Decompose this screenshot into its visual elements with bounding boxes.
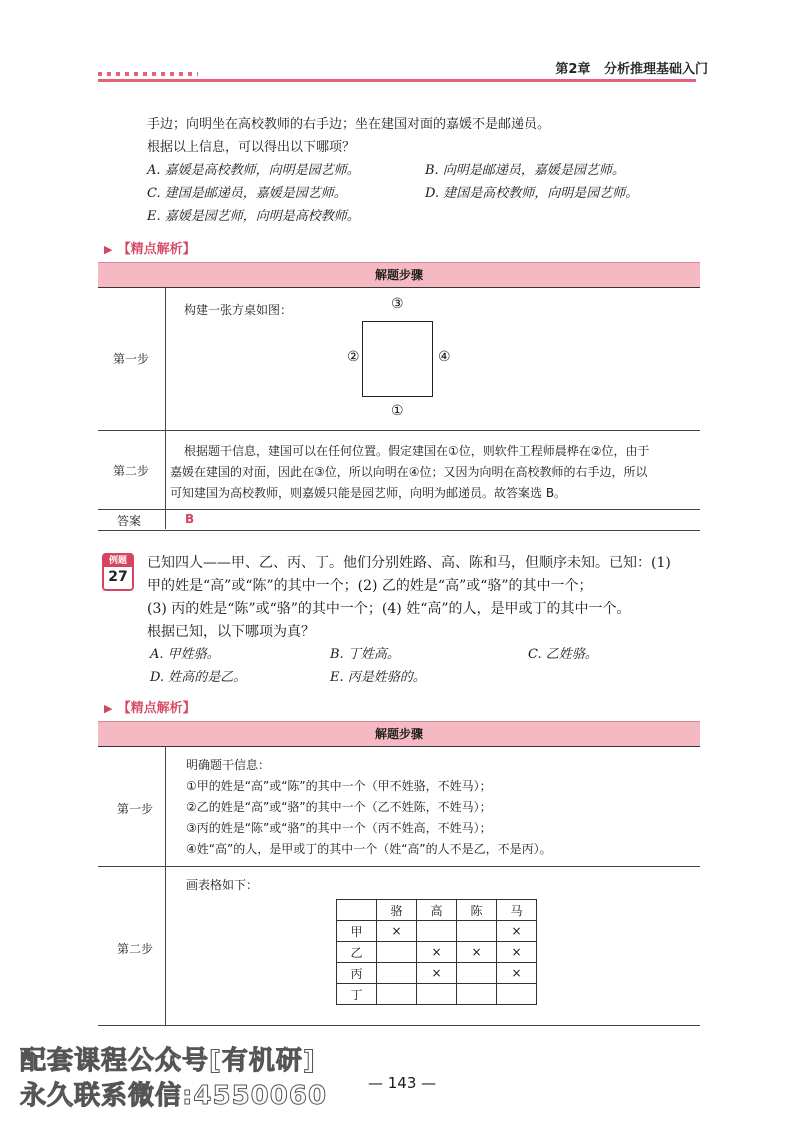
- header-rule: [98, 79, 696, 82]
- table1-step2-line-1: 根据题干信息，建国可以在任何位置。假定建国在①位，则软件工程师晨桦在②位，由于: [184, 444, 650, 458]
- table2-head: 解题步骤: [98, 721, 700, 747]
- table1-row-divider-1: [98, 430, 700, 431]
- grid-cell: ×: [497, 942, 537, 963]
- table1-step2-line-2: 嘉媛在建国的对面，因此在③位，所以向明在④位；又因为向明在高校教师的右手边，所以: [170, 465, 648, 479]
- table1-bottom-rule: [98, 530, 700, 531]
- example-option-b: B. 丁姓高。: [330, 647, 400, 662]
- table2-step1-line-4: ③丙的姓是“陈”或“骆”的其中一个（丙不姓高，不姓马）；: [186, 821, 492, 835]
- grid-cell: [497, 984, 537, 1005]
- grid-row: [337, 921, 537, 942]
- grid-cell: ×: [377, 921, 417, 942]
- q1-line-1: 手边；向明坐在高校教师的右手边；坐在建国对面的嘉媛不是邮递员。: [147, 117, 551, 132]
- example-line-3: (3) 丙的姓是“陈”或“骆”的其中一个；(4) 姓“高”的人，是甲或丁的其中一个。: [147, 601, 631, 617]
- square-table-diagram: [362, 321, 433, 397]
- grid-cell: [377, 984, 417, 1005]
- grid-row: [337, 984, 537, 1005]
- grid-cell: ×: [497, 921, 537, 942]
- example-badge-number: 27: [108, 569, 128, 585]
- grid-row-header: 丁: [337, 984, 377, 1005]
- table2-row-divider: [98, 866, 700, 867]
- table1-step2-line-3: 可知建国为高校教师，则嘉媛只能是园艺师，向明为邮递员。故答案选 B。: [170, 486, 567, 500]
- table1-row-divider-2: [98, 509, 700, 510]
- grid-cell: [417, 921, 457, 942]
- table1-col-divider: [165, 287, 166, 529]
- grid-col-header: 高: [417, 900, 457, 921]
- q1-option-c: C. 建国是邮递员，嘉媛是园艺师。: [147, 186, 347, 201]
- grid-col-header: 马: [497, 900, 537, 921]
- grid-col-header: 骆: [377, 900, 417, 921]
- q1-line-2: 根据以上信息，可以得出以下哪项？: [147, 140, 356, 155]
- grid-cell: [377, 942, 417, 963]
- surname-grid: [336, 899, 537, 1005]
- seat-3: ③: [391, 296, 404, 312]
- q1-option-b: B. 向明是邮递员，嘉媛是园艺师。: [425, 163, 625, 178]
- grid-row-header: 乙: [337, 942, 377, 963]
- watermark-line-1: 配套课程公众号[有机研]: [20, 1046, 316, 1076]
- grid-cell: [457, 921, 497, 942]
- table1-step1-label: 第一步: [113, 352, 150, 366]
- chapter-number: 第2章: [555, 62, 591, 77]
- table2-step1-line-3: ②乙的姓是“高”或“骆”的其中一个（乙不姓陈，不姓马）；: [186, 800, 492, 814]
- example-line-4: 根据已知，以下哪项为真？: [147, 624, 315, 640]
- chapter-header: [555, 58, 708, 77]
- table1-step2-label: 第二步: [113, 464, 150, 478]
- table1-answer-label: 答案: [117, 514, 142, 528]
- example-option-d: D. 姓高的是乙。: [150, 670, 247, 685]
- watermark-line-2: 永久联系微信:4550060: [20, 1081, 328, 1111]
- seat-2: ②: [347, 349, 360, 365]
- table2-step1-label: 第一步: [117, 802, 154, 816]
- grid-row-header: 甲: [337, 921, 377, 942]
- grid-cell: ×: [417, 942, 457, 963]
- grid-row-header: 丙: [337, 963, 377, 984]
- q1-option-d: D. 建国是高校教师，向明是园艺师。: [425, 186, 639, 201]
- example-line-1: 已知四人——甲、乙、丙、丁。他们分别姓路、高、陈和马，但顺序未知。已知：(1): [147, 555, 671, 571]
- analysis-heading-2: [104, 697, 196, 716]
- analysis-label-2: 【精点解析】: [117, 701, 196, 716]
- grid-cell: [457, 963, 497, 984]
- grid-cell: [457, 984, 497, 1005]
- seat-4: ④: [438, 349, 451, 365]
- grid-corner: [337, 900, 377, 921]
- triangle-icon: ▶: [104, 702, 113, 715]
- example-badge: [102, 553, 134, 591]
- example-line-2: 甲的姓是“高”或“陈”的其中一个；(2) 乙的姓是“高”或“骆”的其中一个；: [147, 578, 593, 594]
- q1-option-e: E. 嘉媛是园艺师，向明是高校教师。: [147, 209, 360, 224]
- example-option-a: A. 甲姓骆。: [150, 647, 220, 662]
- table2-step1-line-5: ④姓“高”的人，是甲或丁的其中一个（姓“高”的人不是乙，不是丙）。: [186, 842, 552, 856]
- analysis-heading-1: [104, 238, 196, 257]
- table2-step1-line-1: 明确题干信息：: [186, 758, 271, 772]
- example-option-e: E. 丙是姓骆的。: [330, 670, 426, 685]
- grid-header-row: [337, 900, 537, 921]
- grid-row: [337, 963, 537, 984]
- grid-cell: ×: [497, 963, 537, 984]
- q1-option-a: A. 嘉媛是高校教师，向明是园艺师。: [147, 163, 360, 178]
- triangle-icon: ▶: [104, 243, 113, 256]
- table2-step2-label: 第二步: [117, 942, 154, 956]
- grid-cell: ×: [457, 942, 497, 963]
- grid-row: [337, 942, 537, 963]
- page-number: — 143 —: [368, 1074, 437, 1092]
- grid-cell: [377, 963, 417, 984]
- seat-1: ①: [391, 403, 404, 419]
- table2-bottom-rule: [98, 1025, 700, 1026]
- grid-cell: ×: [417, 963, 457, 984]
- example-option-c: C. 乙姓骆。: [528, 647, 598, 662]
- table1-head: 解题步骤: [98, 262, 700, 288]
- table2-col-divider: [165, 746, 166, 1025]
- table1-answer-value: B: [185, 512, 195, 526]
- grid-col-header: 陈: [457, 900, 497, 921]
- grid-cell: [417, 984, 457, 1005]
- table2-step2-text: 画表格如下：: [186, 878, 259, 892]
- table1-step1-text: 构建一张方桌如图：: [184, 303, 293, 317]
- chapter-title: 分析推理基础入门: [603, 62, 708, 77]
- table2-step1-line-2: ①甲的姓是“高”或“陈”的其中一个（甲不姓骆，不姓马）；: [186, 779, 492, 793]
- example-badge-label: 例题: [104, 555, 132, 567]
- analysis-label: 【精点解析】: [117, 242, 196, 257]
- header-dots: [98, 72, 198, 76]
